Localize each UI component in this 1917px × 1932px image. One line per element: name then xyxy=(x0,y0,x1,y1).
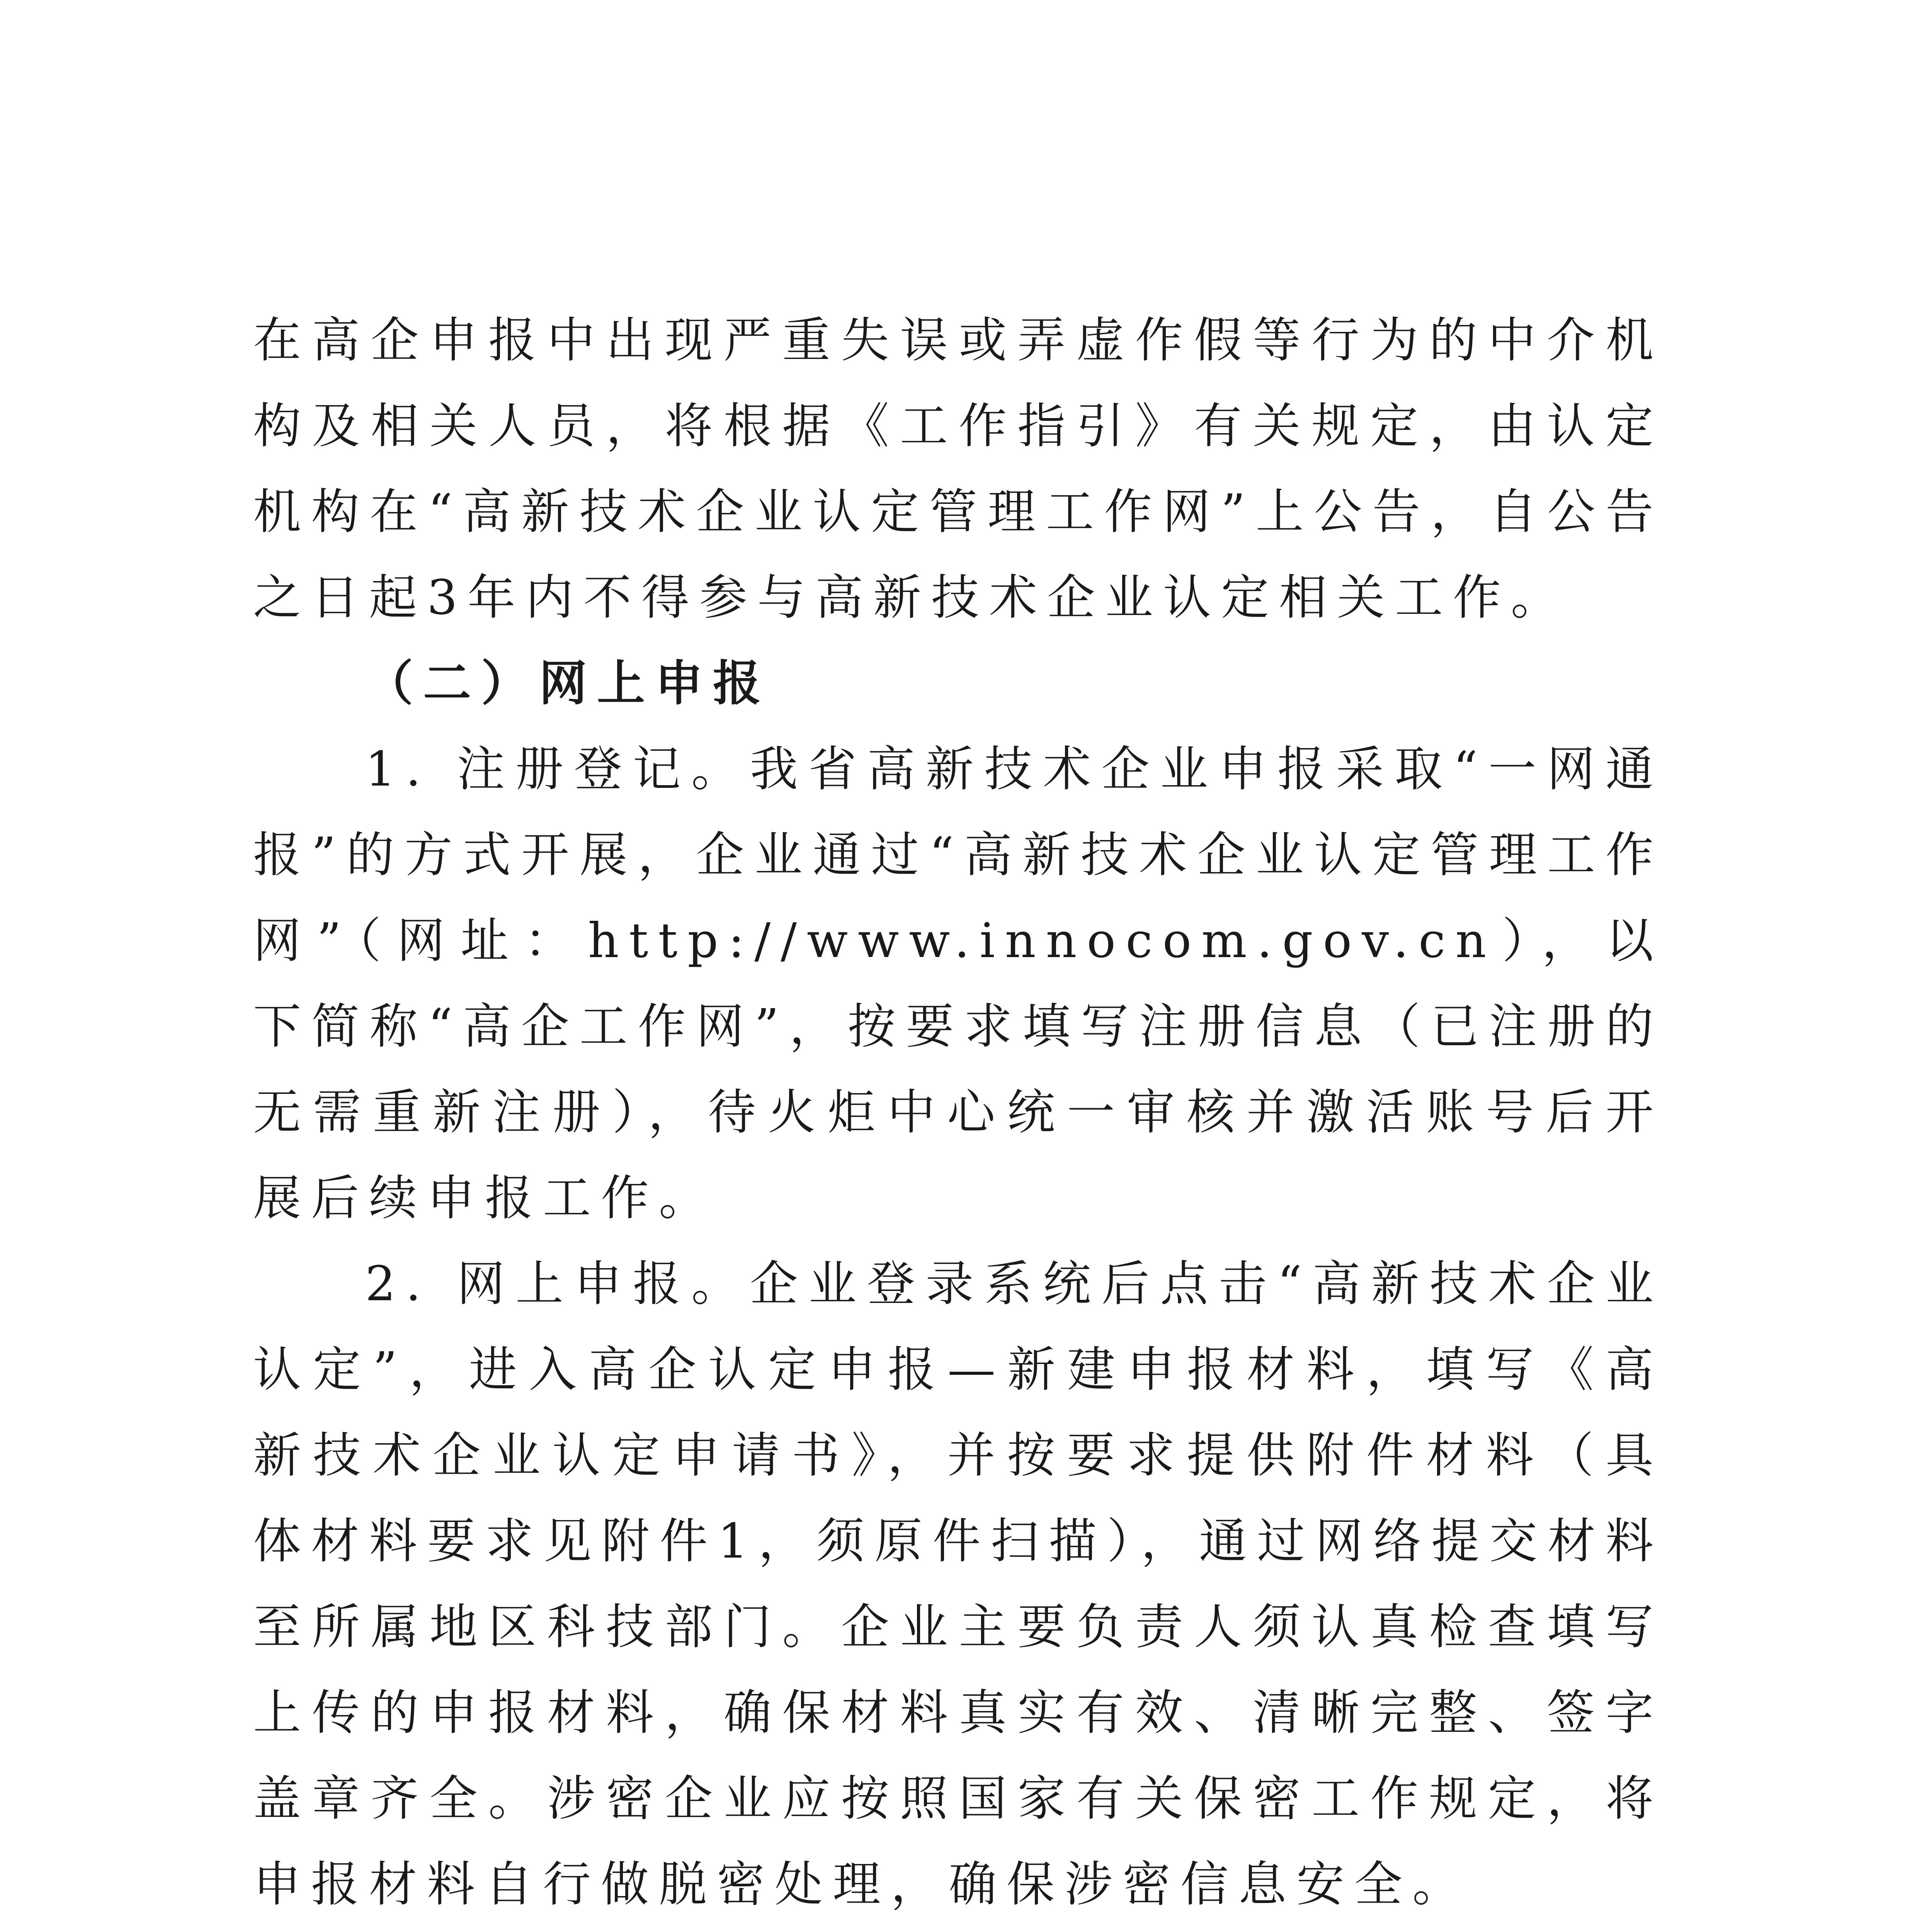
paragraph-online-application: 2. 网上申报。企业登录系统后点击“高新技术企业认定”，进入高企认定申报—新建申报材料，填写《高新技术企业认定申请书》，并按要求提供附件材料（具体材料要求见附件1，须原件扫描），通过网络提交材料至所属地区科技部门。企业主要负责人须认真检查填写上传的申报材料，确保材料真实有效、清晰完整、签字盖章齐全。涉密企业应按照国家有关保密工作规定，将申报材料自行做脱密处理，确保涉密信息安全。 xyxy=(253,1256,1664,1912)
paragraph-registration: 1. 注册登记。我省高新技术企业申报采取“一网通报”的方式开展，企业通过“高新技术企业认定管理工作网”（网址：http://www.innocom.gov.cn），以下简称“高企工作网”，按要求填写注册信息（已注册的无需重新注册），待火炬中心统一审核并激活账号后开展后续申报工作。 xyxy=(253,742,1664,1226)
paragraph-notification-commitment xyxy=(253,1927,1664,1932)
section-heading-online-application: （二）网上申报 xyxy=(365,656,771,711)
document-body xyxy=(253,298,1664,1932)
paragraph-continuation: 在高企申报中出现严重失误或弄虚作假等行为的中介机构及相关人员，将根据《工作指引》有关规定，由认定机构在“高新技术企业认定管理工作网”上公告，自公告之日起3年内不得参与高新技术企业认定相关工作。 xyxy=(253,313,1664,626)
